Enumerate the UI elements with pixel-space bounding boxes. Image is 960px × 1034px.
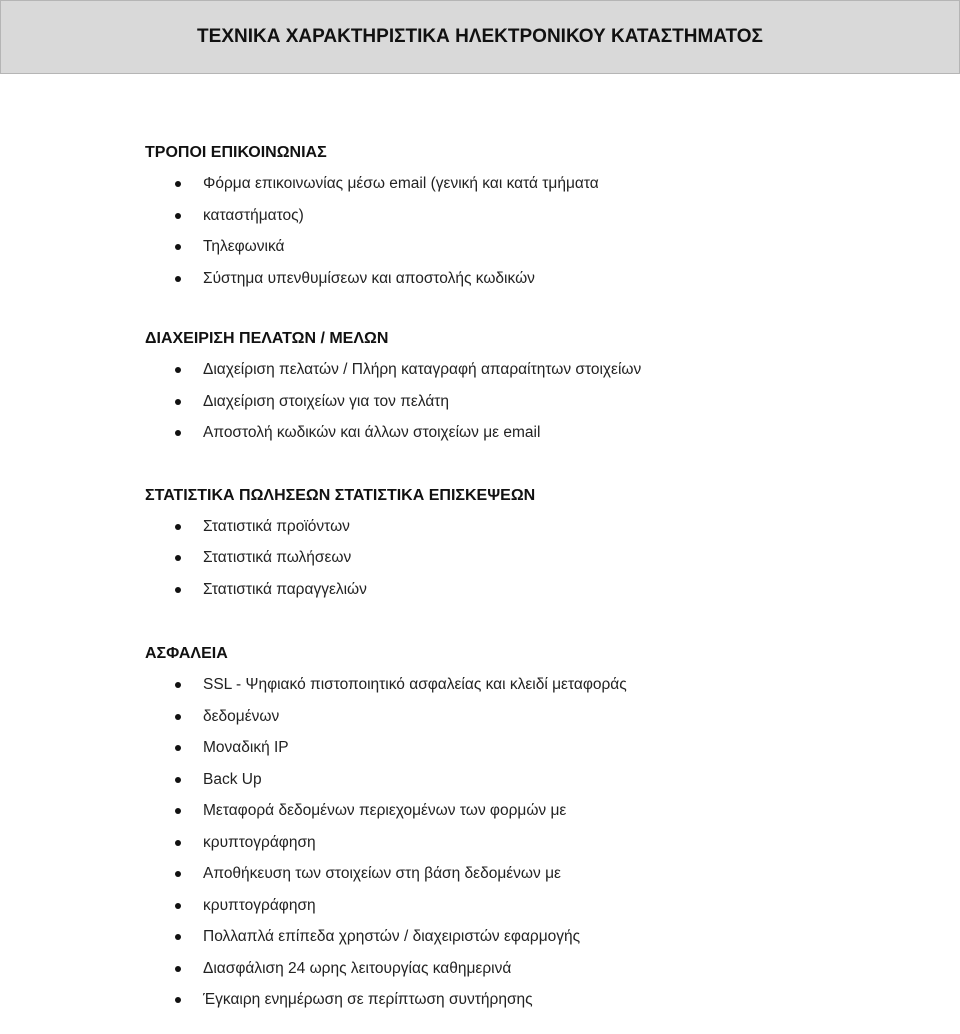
list-item-text: Πολλαπλά επίπεδα χρηστών / διαχειριστών εφαρμογής	[203, 928, 581, 945]
list-item-text: Φόρμα επικοινωνίας μέσω email (γενική και κατά τμήματα	[203, 175, 599, 192]
bullet-icon	[175, 587, 181, 593]
list-item-text: Έγκαιρη ενημέρωση σε περίπτωση συντήρησης	[203, 991, 533, 1008]
list-item	[145, 984, 925, 1016]
section-title: ΑΣΦΑΛΕΙΑ	[145, 645, 228, 662]
list-item	[145, 858, 925, 890]
list-item-text: καταστήματος)	[203, 206, 304, 224]
bullet-icon	[175, 276, 181, 282]
bullet-icon	[175, 399, 181, 405]
list-item	[145, 511, 925, 543]
list-item	[145, 354, 925, 386]
list-item	[145, 542, 925, 574]
list-item-text: Διασφάλιση 24 ωρης λειτουργίας καθημερινά	[203, 959, 512, 977]
section-statistics	[145, 481, 925, 606]
list-item	[145, 263, 925, 295]
bullet-icon	[175, 745, 181, 751]
section-customer-management	[145, 324, 925, 449]
list-item-text: Back Up	[203, 770, 262, 788]
bullet-icon	[175, 367, 181, 373]
list-item-text: Διαχείριση στοιχείων για τον πελάτη	[203, 392, 450, 410]
list-item	[145, 732, 925, 764]
list-item-text: Αποστολή κωδικών και άλλων στοιχείων με email	[203, 424, 541, 441]
bullet-icon	[175, 903, 181, 909]
section-title: ΔΙΑΧΕΙΡΙΣΗ ΠΕΛΑΤΩΝ / ΜΕΛΩΝ	[145, 330, 389, 347]
list-item	[145, 701, 925, 733]
list-item	[145, 921, 925, 953]
list-item-text: Τηλεφωνικά	[203, 238, 285, 255]
list-item	[145, 386, 925, 418]
list-item	[145, 795, 925, 827]
bullet-list	[145, 168, 925, 294]
list-item-text: κρυπτογράφηση	[203, 833, 316, 851]
list-item-text: Στατιστικά πωλήσεων	[203, 549, 352, 566]
bullet-icon	[175, 840, 181, 846]
list-item-text: κρυπτογράφηση	[203, 896, 316, 914]
bullet-icon	[175, 997, 181, 1003]
bullet-icon	[175, 777, 181, 783]
page-title: ΤΕΧΝΙΚΑ ΧΑΡΑΚΤΗΡΙΣΤΙΚΑ ΗΛΕΚΤΡΟΝΙΚΟΥ ΚΑΤΑΣΤΗΜΑΤΟΣ	[197, 26, 763, 47]
spacer	[145, 605, 925, 639]
bullet-icon	[175, 430, 181, 436]
bullet-list	[145, 354, 925, 449]
spacer	[145, 294, 925, 324]
list-item	[145, 953, 925, 985]
section-title: ΤΡΟΠΟΙ ΕΠΙΚΟΙΝΩΝΙΑΣ	[145, 144, 327, 161]
bullet-icon	[175, 213, 181, 219]
list-item	[145, 231, 925, 263]
list-item	[145, 764, 925, 796]
bullet-icon	[175, 871, 181, 877]
list-item	[145, 827, 925, 859]
bullet-icon	[175, 966, 181, 972]
bullet-icon	[175, 934, 181, 940]
spacer	[145, 449, 925, 481]
section-security	[145, 639, 925, 1016]
list-item-text: Στατιστικά προϊόντων	[203, 517, 350, 535]
section-title: ΣΤΑΤΙΣΤΙΚΑ ΠΩΛΗΣΕΩΝ ΣΤΑΤΙΣΤΙΚΑ ΕΠΙΣΚΕΨΕΩΝ	[145, 486, 536, 504]
document-body	[145, 138, 925, 1016]
list-item	[145, 669, 925, 701]
bullet-list	[145, 511, 925, 606]
list-item-text: Μεταφορά δεδομένων περιεχομένων των φορμών με	[203, 802, 567, 819]
bullet-icon	[175, 808, 181, 814]
header-banner	[0, 0, 960, 74]
bullet-list	[145, 669, 925, 1016]
bullet-icon	[175, 181, 181, 187]
bullet-icon	[175, 524, 181, 530]
list-item-text: Στατιστικά παραγγελιών	[203, 580, 367, 598]
section-communication	[145, 138, 925, 294]
list-item	[145, 200, 925, 232]
list-item-text: Σύστημα υπενθυμίσεων και αποστολής κωδικών	[203, 269, 535, 287]
list-item	[145, 417, 925, 449]
list-item-text: δεδομένων	[203, 707, 280, 725]
list-item	[145, 890, 925, 922]
list-item-text: SSL - Ψηφιακό πιστοποιητικό ασφαλείας και κλειδί μεταφοράς	[203, 676, 627, 693]
list-item	[145, 574, 925, 606]
bullet-icon	[175, 555, 181, 561]
list-item-text: Μοναδική IP	[203, 739, 289, 756]
list-item-text: Αποθήκευση των στοιχείων στη βάση δεδομένων με	[203, 865, 561, 882]
bullet-icon	[175, 714, 181, 720]
list-item	[145, 168, 925, 200]
bullet-icon	[175, 682, 181, 688]
list-item-text: Διαχείριση πελατών / Πλήρη καταγραφή απαραίτητων στοιχείων	[203, 361, 642, 378]
bullet-icon	[175, 244, 181, 250]
